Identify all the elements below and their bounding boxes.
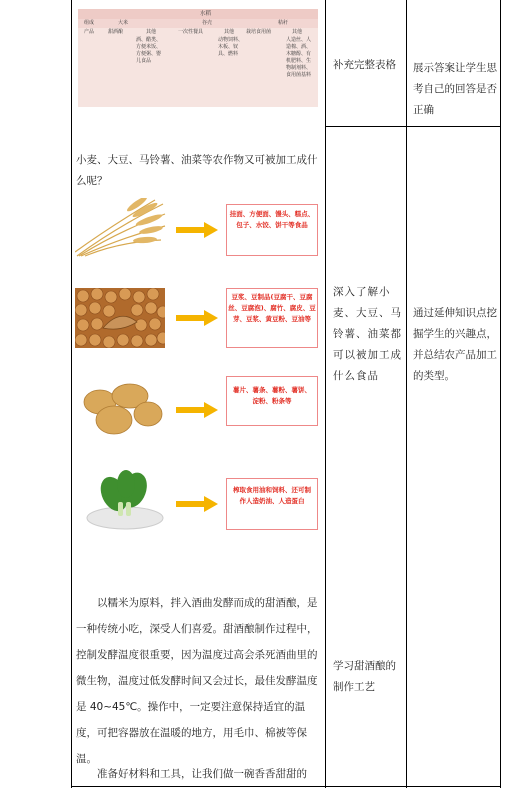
rice-table-group-straw: 秸秆 <box>278 20 289 26</box>
rice-table-husk-other: 动物饲料、木板、钗具、燃料 <box>218 37 244 57</box>
arrow-right-icon <box>176 402 218 418</box>
potato-products-box: 薯片、薯条、薯粉、薯饼、淀粉、粉条等 <box>226 376 318 426</box>
table-bottom <box>71 786 501 787</box>
crops-note: 深入了解小麦、大豆、马铃薯、油菜都可以被加工成什么食品 <box>333 286 402 382</box>
rice-table-straw-other: 人造丝、人造棉、酒、木糖醇、有机肥料、生物制剂料、食用菌基料 <box>286 37 312 78</box>
fill-table-purpose: 展示答案让学生思考自己的回答是否正确 <box>413 62 497 116</box>
rapeseed-products-box: 榨取食用油和饲料、还可制作人造奶油、人造蛋白 <box>226 478 318 530</box>
rice-table-rice-other: 酒、醋类、方便米饭、方便粥、婴儿食品 <box>136 37 162 64</box>
table-border-mid2 <box>406 0 407 788</box>
rice-table-sub-5: 其他 <box>292 29 303 35</box>
rice-table-row-product: 产品 <box>84 29 95 35</box>
crops-purpose: 通过延伸知识点挖掘学生的兴趣点，并总结农产品加工的类型。 <box>413 307 497 382</box>
rice-table-sub-0: 甜酒酿 <box>108 29 124 35</box>
table-border-left <box>71 0 72 788</box>
arrow-right-icon <box>176 496 218 512</box>
wheat-image <box>75 198 167 258</box>
wheat-products-box: 挂面、方便面、馒头、糕点、包子、水饺、饼干等食品 <box>226 204 318 256</box>
rice-table-group-rice: 大米 <box>118 20 129 26</box>
wine-paragraph-2: 准备好材料和工具，让我们做一碗香香甜甜的 <box>97 768 307 780</box>
table-border-right <box>500 0 501 788</box>
arrow-right-icon <box>176 310 218 326</box>
rapeseed-image <box>86 468 164 530</box>
rice-table-sub-2: 一次性餐具 <box>178 29 204 35</box>
wine-note: 学习甜酒酿的制作工艺 <box>333 660 396 693</box>
fill-table-note: 补充完整表格 <box>333 59 396 71</box>
soybean-image <box>75 288 165 348</box>
wine-paragraph-1: 以糯米为原料，拌入酒曲发酵而成的甜酒酿，是一种传统小吃，深受人们喜爱。甜酒酿制作过程中，控制发酵温度很重要，因为温度过高会杀死酒曲里的微生物，温度过低发酵时间又会过长，最佳发酵温度是 40~45℃。操作中，一定要注意保持适宜的温度，可把容器放在温暖的地方，用毛巾、棉被等保温。 <box>76 597 318 765</box>
arrow-right-icon <box>176 222 218 238</box>
table-border-mid1 <box>325 0 326 788</box>
table-row-divider <box>325 126 500 127</box>
crops-question: 小麦、大豆、马铃薯、油菜等农作物又可被加工成什么呢？ <box>76 154 318 187</box>
rice-table-group-husk: 谷壳 <box>202 20 213 26</box>
rice-table-sub-3: 其他 <box>224 29 235 35</box>
potato-image <box>78 380 164 438</box>
soybean-products-box: 豆浆、豆制品(豆腐干、豆腐丝、豆腐泡)、腐竹、腐皮、豆芽、豆浆、黄豆粉、豆油等 <box>226 288 318 348</box>
rice-table-title: 水稻 <box>200 11 212 17</box>
rice-table-sub-1: 其他 <box>146 29 157 35</box>
rice-table-row-category: 组成 <box>84 20 95 26</box>
rice-table-sub-4: 栽培食用菌 <box>246 29 272 35</box>
rice-processing-table <box>78 9 318 107</box>
